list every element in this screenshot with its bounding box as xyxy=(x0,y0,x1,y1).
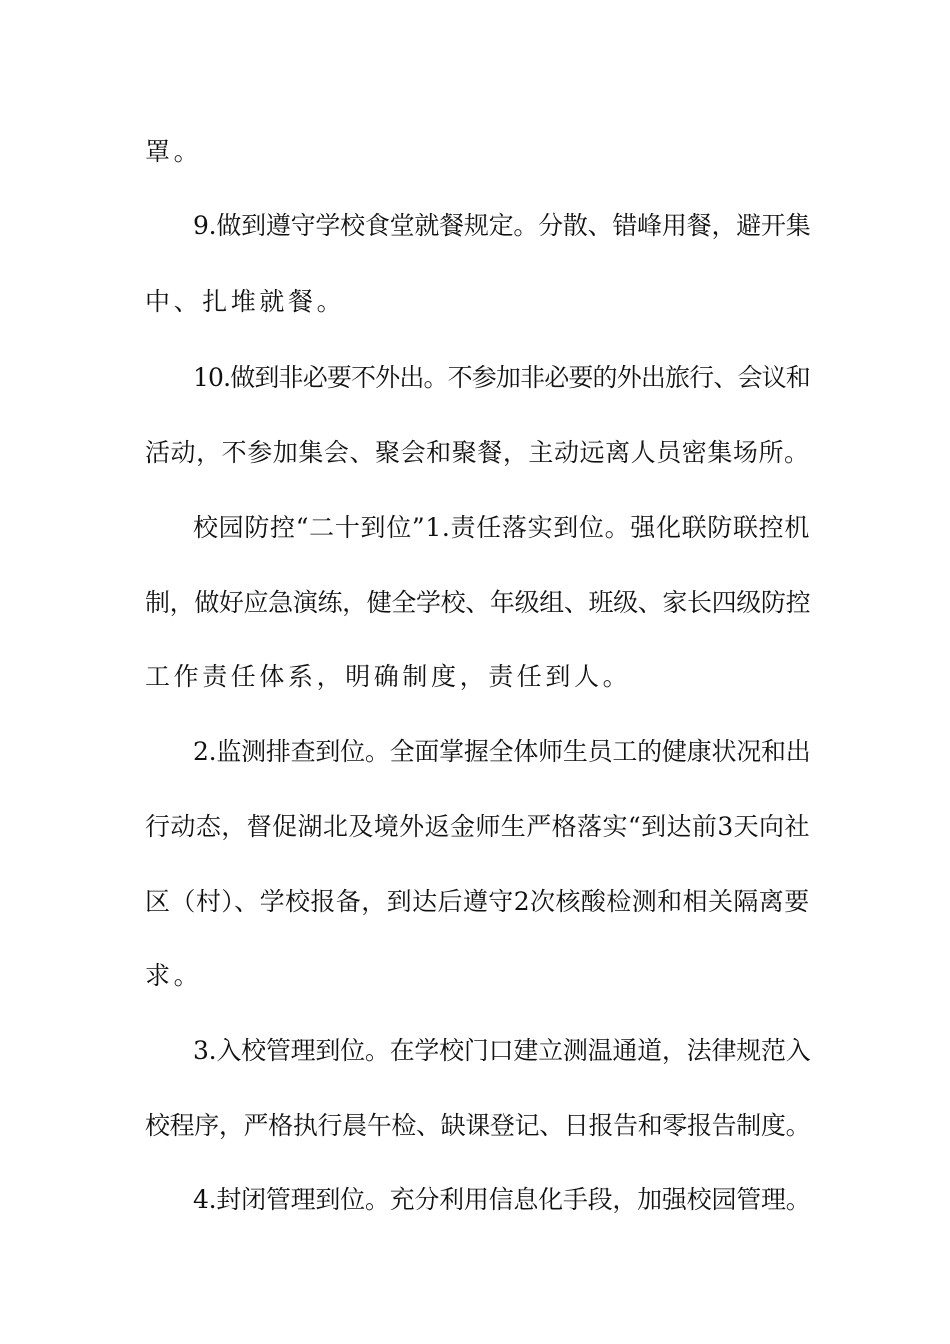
text-line: 10.做到非必要不外出。不参加非必要的外出旅行、会议和 xyxy=(193,363,810,392)
text-line: 2.监测排查到位。全面掌握全体师生员工的健康状况和出 xyxy=(193,737,811,766)
text-line: 求。 xyxy=(145,961,203,990)
text-line: 校程序，严格执行晨午检、缺课登记、日报告和零报告制度。 xyxy=(145,1111,811,1140)
text-line: 9.做到遵守学校食堂就餐规定。分散、错峰用餐，避开集 xyxy=(193,211,811,240)
text-line: 行动态，督促湖北及境外返金师生严格落实“到达前3天向社 xyxy=(145,812,810,841)
text-line: 3.入校管理到位。在学校门口建立测温通道，法律规范入 xyxy=(193,1036,811,1065)
text-line: 制，做好应急演练，健全学校、年级组、班级、家长四级防控 xyxy=(145,588,811,617)
text-line: 工作责任体系，明确制度，责任到人。 xyxy=(145,662,632,691)
text-line: 区（村）、学校报备，到达后遵守2次核酸检测和相关隔离要 xyxy=(145,887,810,916)
text-line: 4.封闭管理到位。充分利用信息化手段，加强校园管理。 xyxy=(193,1185,811,1214)
text-line: 罩。 xyxy=(145,137,203,166)
text-line: 校园防控“二十到位”1.责任落实到位。强化联防联控机 xyxy=(193,513,811,542)
text-line: 活动，不参加集会、聚会和聚餐，主动远离人员密集场所。 xyxy=(145,438,810,467)
text-line: 中、扎堆就餐。 xyxy=(145,287,346,316)
